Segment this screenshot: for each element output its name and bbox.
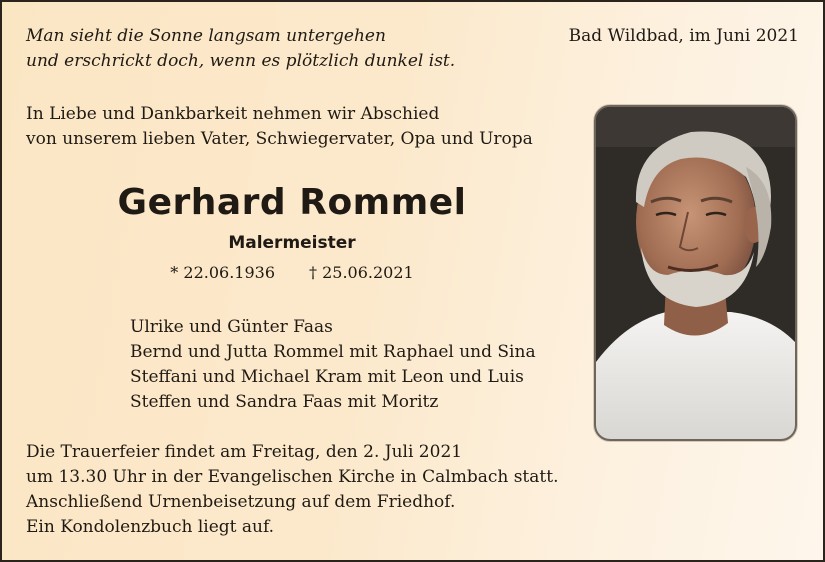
- ceremony-line: um 13.30 Uhr in der Evangelischen Kirche in Calmbach statt.: [26, 467, 559, 487]
- portrait-photo: [594, 105, 797, 441]
- deceased-name: Gerhard Rommel: [117, 182, 467, 223]
- intro-text: [26, 102, 533, 152]
- life-dates: [2, 261, 582, 285]
- ceremony-line: Die Trauerfeier findet am Freitag, den 2. Juli 2021: [26, 442, 463, 462]
- mourner-entry: Ulrike und Günter Faas: [130, 317, 333, 337]
- intro-line: von unserem lieben Vater, Schwiegervater, Opa und Uropa: [26, 129, 533, 149]
- portrait-illustration: [596, 107, 795, 439]
- ceremony-line: Ein Kondolenzbuch liegt auf.: [26, 517, 275, 537]
- intro-line: In Liebe und Dankbarkeit nehmen wir Abschied: [26, 104, 440, 124]
- deceased-profession: Malermeister: [228, 233, 356, 253]
- ceremony-line: Anschließend Urnenbeisetzung auf dem Friedhof.: [26, 492, 456, 512]
- motto-line: Man sieht die Sonne langsam untergehen: [26, 26, 386, 46]
- motto-quote: [26, 24, 455, 74]
- mourners-list: [130, 315, 536, 415]
- ceremony-info: [26, 440, 558, 540]
- birth-date: * 22.06.1936: [170, 263, 275, 282]
- motto-line: und erschrickt doch, wenn es plötzlich dunkel ist.: [26, 51, 456, 71]
- mourner-entry: Bernd und Jutta Rommel mit Raphael und Sina: [130, 342, 536, 362]
- mourner-entry: Steffen und Sandra Faas mit Moritz: [130, 392, 439, 412]
- place-date: Bad Wildbad, im Juni 2021: [568, 26, 799, 46]
- mourner-entry: Steffani und Michael Kram mit Leon und Luis: [130, 367, 524, 387]
- death-date: † 25.06.2021: [309, 263, 414, 282]
